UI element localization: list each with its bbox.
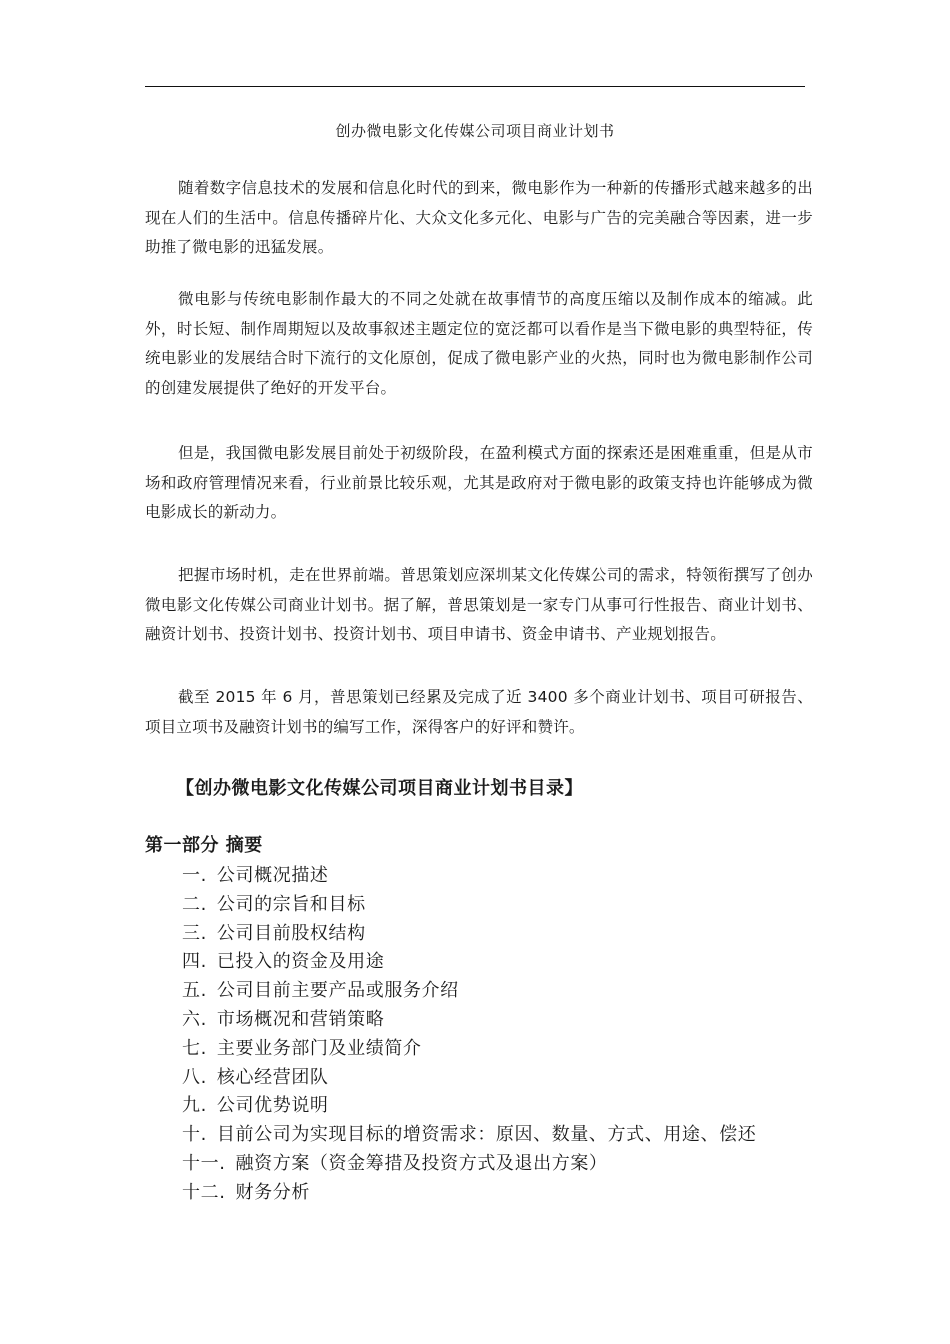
toc-title: 【创办微电影文化传媒公司项目商业计划书目录】: [176, 778, 583, 799]
toc-item: [182, 1006, 756, 1035]
part-title: 第一部分 摘要: [145, 835, 263, 856]
intro-paragraph-3: 但是，我国微电影发展目前处于初级阶段，在盈利模式方面的探索还是困难重重，但是从市场和政府管理情况来看，行业前景比较乐观，尤其是政府对于微电影的政策支持也许能够成为微电影成长的新动力。: [145, 444, 813, 521]
toc-item: [182, 1092, 756, 1121]
toc-item-number: 二.: [182, 893, 207, 915]
toc-item-text: 市场概况和营销策略: [216, 1008, 385, 1030]
toc-item: [182, 1121, 756, 1150]
toc-item-text: 主要业务部门及业绩简介: [216, 1037, 422, 1059]
toc-item-text: 已投入的资金及用途: [216, 951, 385, 973]
toc-item: [182, 1150, 756, 1179]
toc-item-text: 公司目前股权结构: [216, 922, 366, 944]
document-title: 创办微电影文化传媒公司项目商业计划书: [335, 122, 615, 140]
toc-item-number: 十二.: [182, 1181, 226, 1203]
toc-item: [182, 1064, 756, 1093]
toc-item-text: 公司概况描述: [216, 865, 329, 886]
toc-item-number: 八.: [182, 1066, 207, 1088]
toc-item-text: 公司优势说明: [216, 1095, 329, 1117]
toc-item-number: 三.: [182, 922, 207, 944]
toc-item-number: 十.: [182, 1124, 207, 1146]
intro-paragraph-4: 把握市场时机，走在世界前端。普思策划应深圳某文化传媒公司的需求，特领衔撰写了创办微电影文化传媒公司商业计划书。据了解，普思策划是一家专门从事可行性报告、商业计划书、融资计划书、投资计划书、投资计划书、项目申请书、资金申请书、产业规划报告。: [145, 566, 813, 643]
toc-item: [182, 1179, 756, 1208]
toc-item-number: 一.: [182, 865, 207, 886]
toc-item-text: 财务分析: [235, 1181, 310, 1203]
toc-item: [182, 891, 756, 920]
intro-paragraph-1: 随着数字信息技术的发展和信息化时代的到来，微电影作为一种新的传播形式越来越多的出现在人们的生活中。信息传播碎片化、大众文化多元化、电影与广告的完美融合等因素，进一步助推了微电影的迅猛发展。: [145, 179, 813, 256]
toc-list: [182, 862, 756, 1208]
toc-item-text: 融资方案（资金筹措及投资方式及退出方案）: [235, 1152, 608, 1174]
toc-item-number: 九.: [182, 1095, 207, 1117]
toc-item: [182, 862, 756, 891]
toc-item: [182, 1035, 756, 1064]
toc-item-text: 公司目前主要产品或服务介绍: [216, 980, 459, 1002]
toc-item-text: 公司的宗旨和目标: [216, 893, 366, 915]
intro-paragraph-5: 截至 2015 年 6 月，普思策划已经累及完成了近 3400 多个商业计划书、项目可研报告、项目立项书及融资计划书的编写工作，深得客户的好评和赞许。: [145, 688, 813, 736]
toc-item-text: 核心经营团队: [216, 1066, 329, 1088]
toc-item-number: 四.: [182, 951, 207, 973]
toc-item: [182, 977, 756, 1006]
toc-item: [182, 948, 756, 977]
intro-paragraph-2: 微电影与传统电影制作最大的不同之处就在故事情节的高度压缩以及制作成本的缩减。此外，时长短、制作周期短以及故事叙述主题定位的宽泛都可以看作是当下微电影的典型特征，传统电影业的发展结合时下流行的文化原创，促成了微电影产业的火热，同时也为微电影制作公司的创建发展提供了绝好的开发平台。: [145, 290, 813, 397]
toc-item: [182, 920, 756, 949]
toc-item-number: 十一.: [182, 1152, 226, 1174]
toc-item-number: 七.: [182, 1037, 207, 1059]
toc-item-number: 五.: [182, 980, 207, 1002]
toc-item-number: 六.: [182, 1008, 207, 1030]
header-rule: [145, 86, 805, 87]
toc-item-text: 目前公司为实现目标的增资需求：原因、数量、方式、用途、偿还: [216, 1124, 757, 1146]
